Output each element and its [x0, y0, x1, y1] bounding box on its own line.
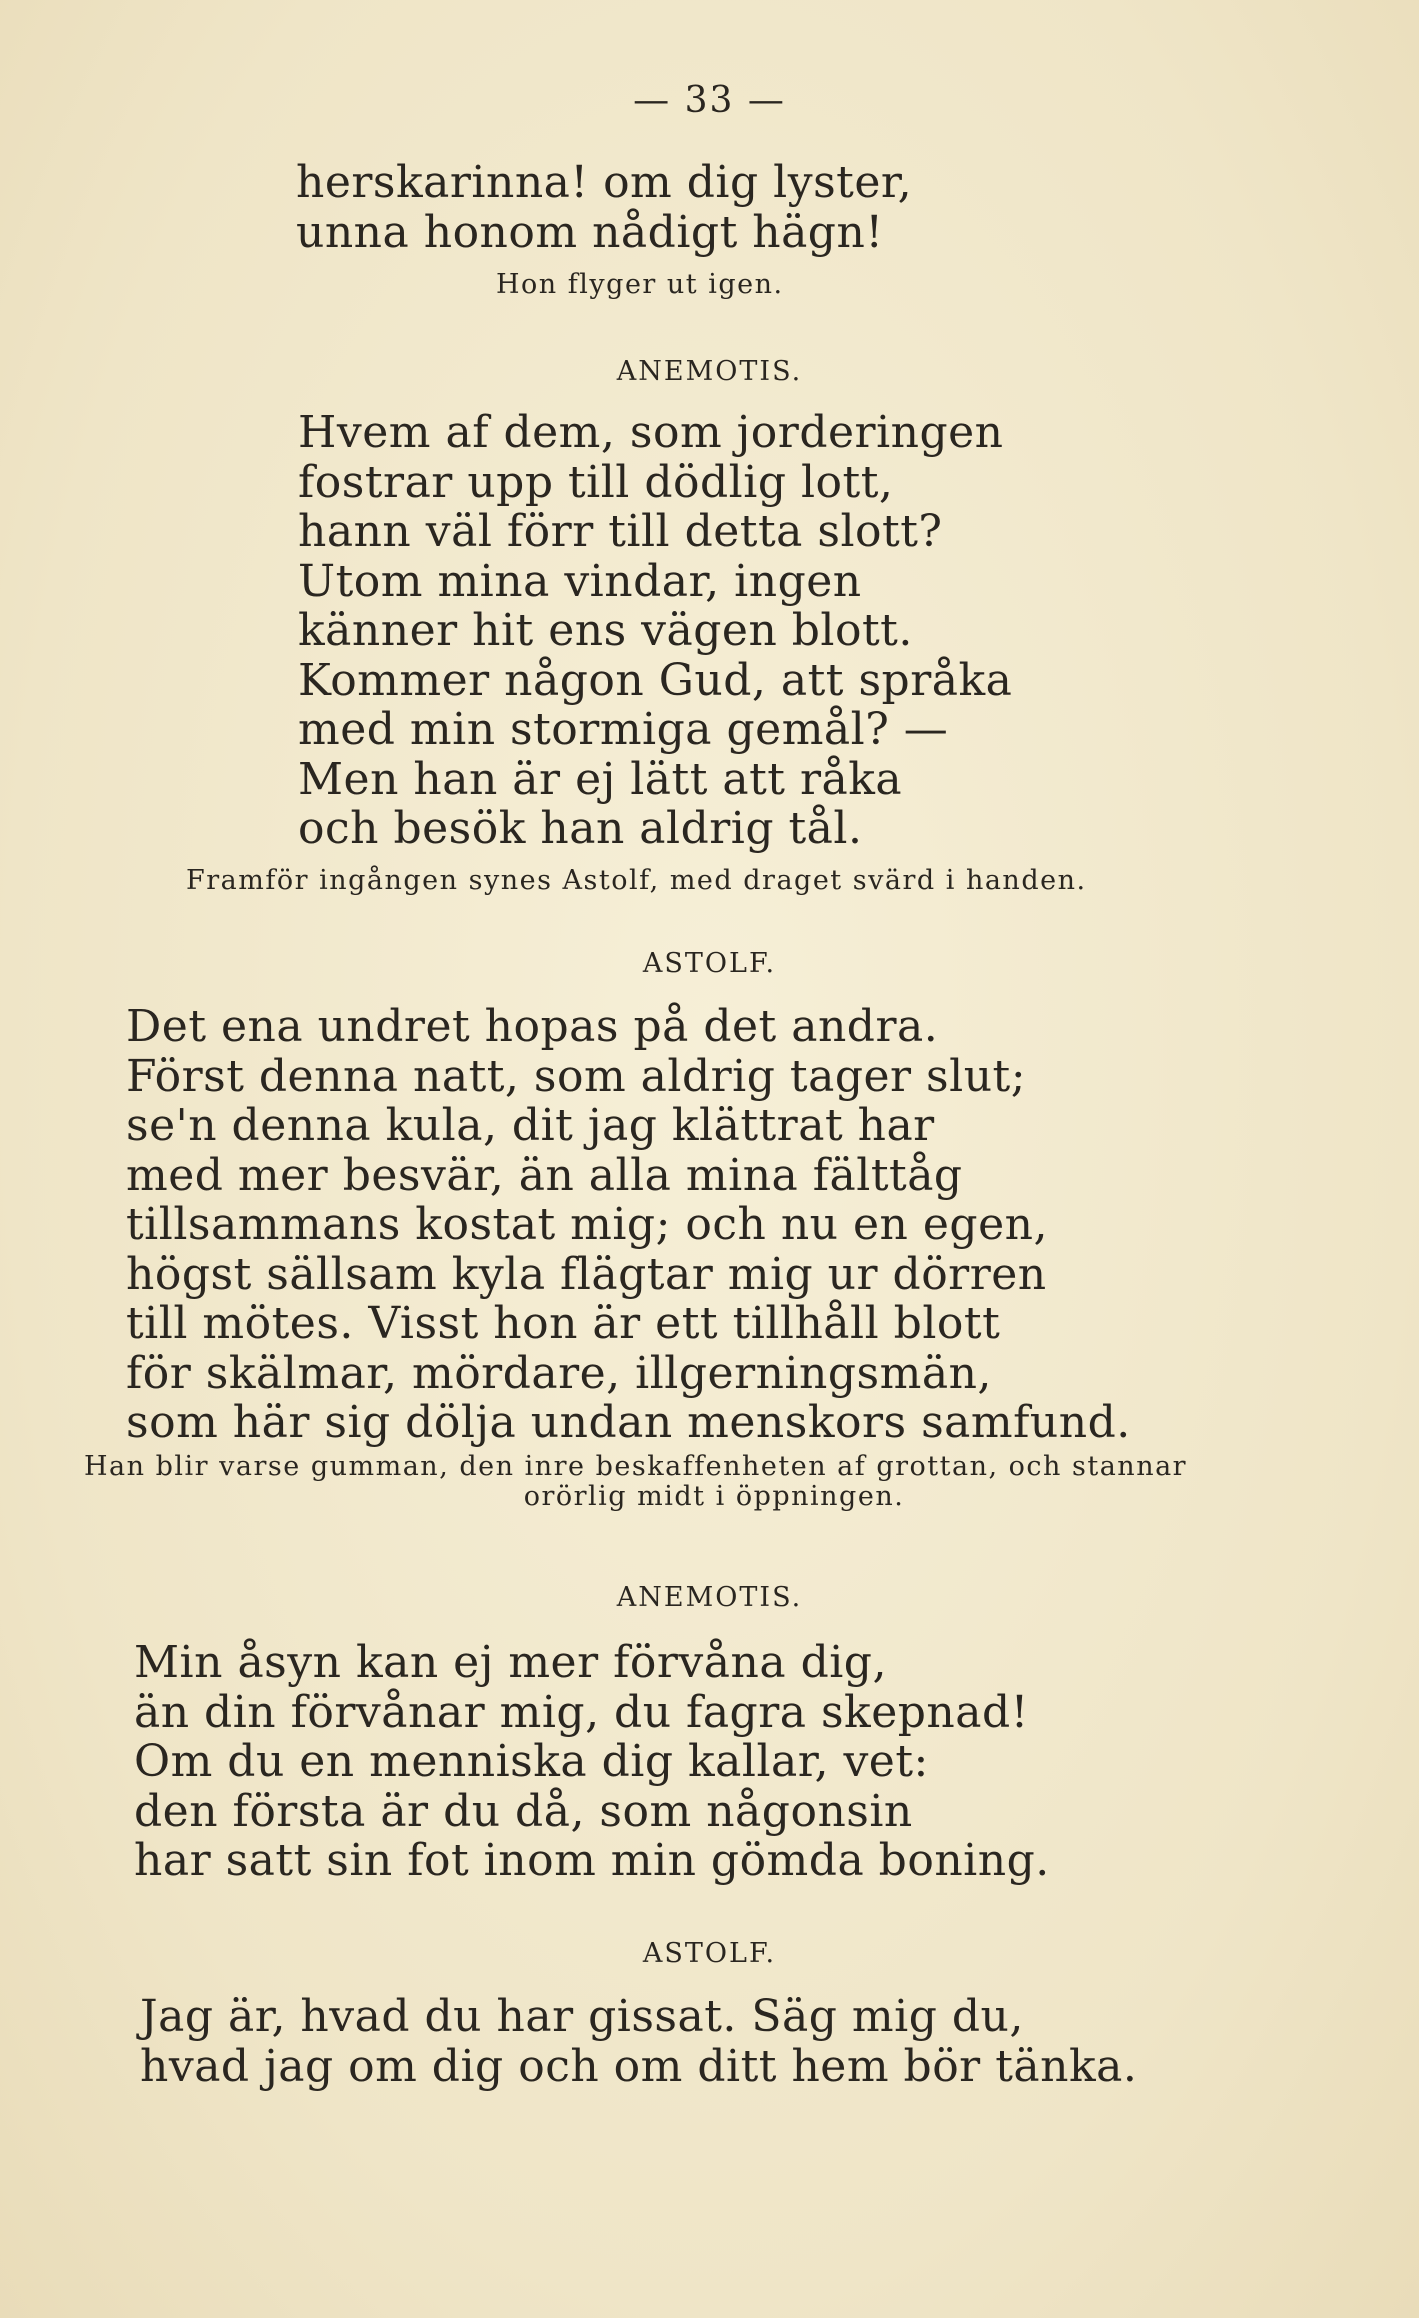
stage-direction-line: orörlig midt i öppningen. — [523, 1481, 905, 1512]
stage-direction — [84, 1452, 1344, 1512]
verse-block-4 — [134, 1638, 1050, 1886]
verse-block-2 — [298, 408, 1012, 854]
verse-block-5 — [140, 1992, 1137, 2091]
verse-line: som här sig dölja undan menskors samfund. — [126, 1397, 1131, 1448]
verse-line: för skälmar, mördare, illgerningsmän, — [126, 1347, 992, 1399]
verse-line: unna honom nådigt hägn! — [296, 206, 884, 258]
page-number: — 33 — — [633, 80, 786, 121]
verse-line: fostrar upp till dödlig lott, — [298, 456, 894, 508]
verse-line: Om du en menniska dig kallar, vet: — [134, 1736, 929, 1787]
verse-line: den första är du då, som någonsin — [134, 1785, 913, 1837]
verse-line: än din förvånar mig, du fagra skepnad! — [134, 1686, 1029, 1738]
verse-line: Kommer någon Gud, att språka — [298, 654, 1013, 706]
verse-block-1 — [296, 158, 912, 257]
verse-line: och besök han aldrig tål. — [298, 803, 863, 854]
verse-line: hann väl förr till detta slott? — [298, 506, 943, 557]
speaker-name: ASTOLF. — [642, 1938, 777, 1969]
verse-line: Min åsyn kan ej mer förvåna dig, — [134, 1637, 887, 1688]
speaker-name: ANEMOTIS. — [616, 1582, 803, 1613]
verse-line: tillsammans kostat mig; och nu en egen, — [126, 1199, 1048, 1250]
speaker-name: ANEMOTIS. — [616, 356, 803, 387]
speaker-name: ASTOLF. — [642, 948, 777, 979]
verse-line: herskarinna! om dig lyster, — [296, 157, 913, 208]
verse-line: Det ena undret hopas på det andra. — [126, 1001, 939, 1052]
stage-direction: Framför ingången synes Astolf, med draget svärd i handen. — [186, 865, 1087, 896]
verse-line: Jag är, hvad du har gissat. Säg mig du, — [140, 1991, 1024, 2042]
verse-line: hvad jag om dig och om ditt hem bör tänka. — [140, 2040, 1138, 2092]
verse-line: se'n denna kula, dit jag klättrat har — [126, 1100, 935, 1151]
verse-line: högst sällsam kyla flägtar mig ur dörren — [126, 1248, 1047, 1300]
verse-block-3 — [126, 1002, 1131, 1448]
stage-direction-line: Han blir varse gumman, den inre beskaffenheten af grottan, och stannar — [84, 1451, 1188, 1482]
stage-direction: Hon flyger ut igen. — [496, 269, 784, 300]
verse-line: Först denna natt, som aldrig tager slut; — [126, 1050, 1027, 1102]
verse-line: med min stormiga gemål? — — [298, 704, 949, 755]
verse-line: känner hit ens vägen blott. — [298, 605, 913, 656]
verse-line: till mötes. Visst hon är ett tillhåll blott — [126, 1298, 1001, 1349]
verse-line: har satt sin fot inom min gömda boning. — [134, 1835, 1050, 1886]
verse-line: Hvem af dem, som jorderingen — [298, 407, 1004, 458]
verse-line: Utom mina vindar, ingen — [298, 555, 862, 607]
verse-line: Men han är ej lätt att råka — [298, 753, 903, 805]
verse-line: med mer besvär, än alla mina fälttåg — [126, 1149, 963, 1201]
